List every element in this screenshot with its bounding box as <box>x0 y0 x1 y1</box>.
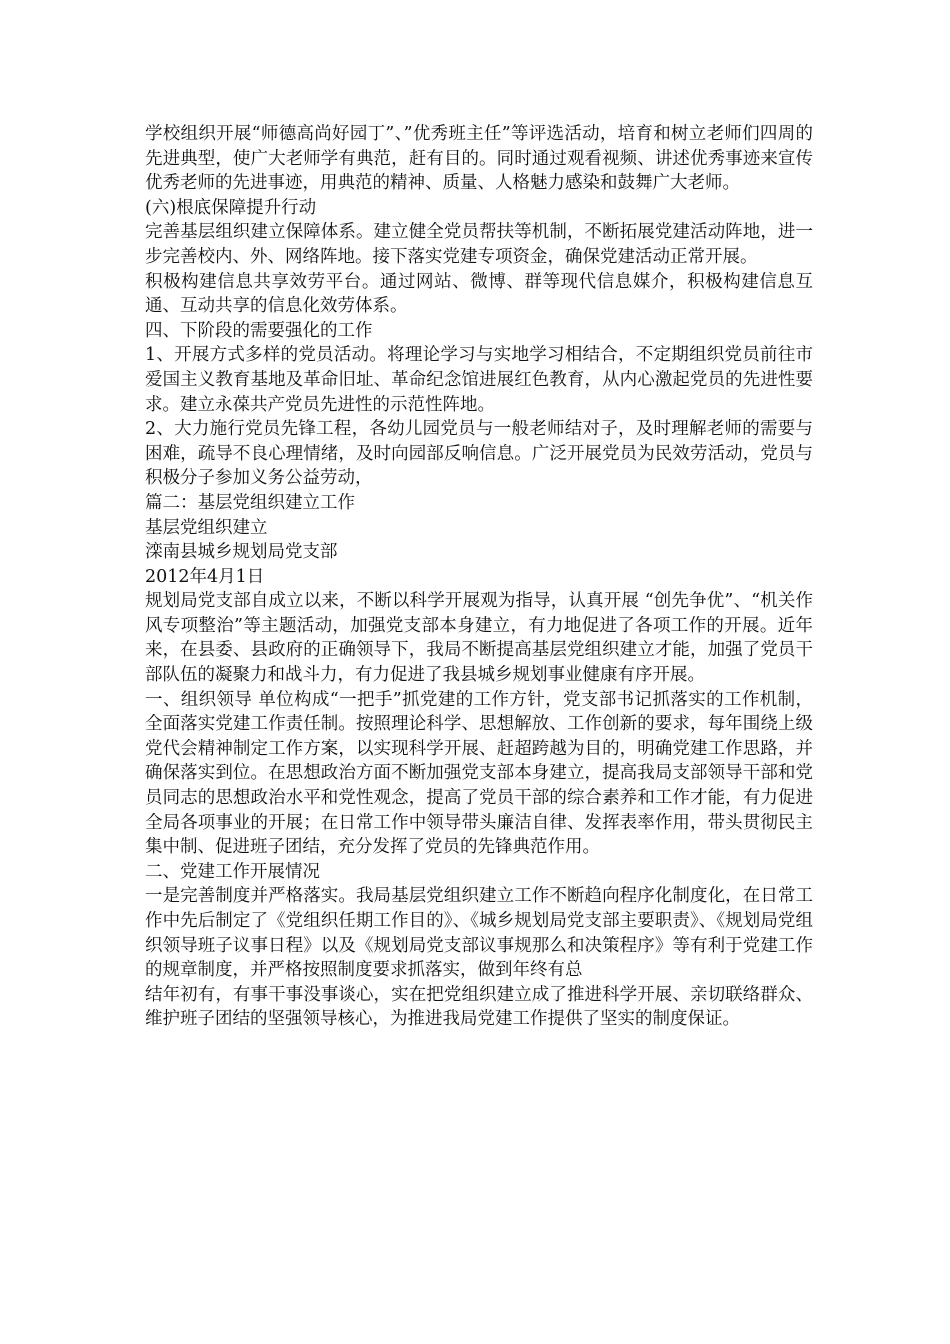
document-page <box>145 122 813 1032</box>
paragraph-teacher-model: 学校组织开展“师德高尚好园丁”、”优秀班主任”等评选活动，培育和树立老师们四周的先进典型，使广大老师学有典范，赶有目的。同时通过观看视频、讲述优秀事迹来宣传优秀老师的先进事迹，用典范的精神、质量、人格魅力感染和鼓舞广大老师。 <box>145 124 813 194</box>
paragraph-info-platform: 积极构建信息共享效劳平台。通过网站、微博、群等现代信息媒介，积极构建信息互通、互动共享的信息化效劳体系。 <box>145 271 813 317</box>
paragraph-guarantee-system: 完善基层组织建立保障体系。建立健全党员帮扶等机制，不断拓展党建活动阵地，进一步完善校内、外、网络阵地。接下落实党建专项资金，确保党建活动正常开展。 <box>145 222 813 267</box>
heading-next-stage: 四、下阶段的需要强化的工作 <box>145 320 373 341</box>
heading-organization: 滦南县城乡规划局党支部 <box>145 542 338 563</box>
heading-basic-guarantee: (六)根底保障提升行动 <box>145 197 317 218</box>
paragraph-system-improvement: 一是完善制度并严格落实。我局基层党组织建立工作不断趋向程序化制度化，在日常工作中先后制定了《党组织任期工作目的》、《城乡规划局党支部主要职责》、《规划局党组织领导班子议事日程》以及《规划局党支部议事规那么和决策程序》等有利于党建工作的规章制度，并严格按照制度要求抓落实，做到年终有总 <box>145 886 813 981</box>
heading-article-two: 篇二：基层党组织建立工作 <box>145 492 355 513</box>
heading-grassroots: 基层党组织建立 <box>145 517 268 538</box>
paragraph-summary: 结年初有，有事干事没事谈心，实在把党组织建立成了推进科学开展、亲切联络群众、维护班子团结的坚强领导核心，为推进我局党建工作提供了坚实的制度保证。 <box>145 984 813 1030</box>
paragraph-party-activities: 1、开展方式多样的党员活动。将理论学习与实地学习相结合，不定期组织党员前往市爱国主义教育基地及革命旧址、革命纪念馆进展红色教育，从内心激起党员的先进性要求。建立永葆共产党员先进性的示范性阵地。 <box>145 345 813 415</box>
paragraph-vanguard-project: 2、大力施行党员先锋工程，各幼儿园党员与一般老师结对子，及时理解老师的需要与困难，疏导不良心理情绪，及时向园部反响信息。广泛开展党员为民效劳活动，党员与积极分子参加义务公益劳动， <box>145 419 813 489</box>
paragraph-intro: 规划局党支部自成立以来，不断以科学开展观为指导，认真开展 “创先争优”、“机关作风专项整治”等主题活动，加强党支部本身建立，有力地促进了各项工作的开展。近年来，在县委、县政府的正确领导下，我局不断提高基层党组织建立才能，加强了党员干部队伍的凝聚力和战斗力，有力促进了我县城乡规划事业健康有序开展。 <box>145 591 813 686</box>
document-date: 2012年4月1日 <box>145 566 265 587</box>
paragraph-leadership: 一、组织领导 单位构成“一把手”抓党建的工作方针，党支部书记抓落实的工作机制，全面落实党建工作责任制。按照理论科学、思想解放、工作创新的要求，每年围绕上级党代会精神制定工作方案，以实现科学开展、赶超跨越为目的，明确党建工作思路，并确保落实到位。在思想政治方面不断加强党支部本身建立，提高我局支部领导干部和党员同志的思想政治水平和党性观念，提高了党员干部的综合素养和工作才能，有力促进全局各项事业的开展；在日常工作中领导带头廉洁自律、发挥表率作用，带头贯彻民主集中制、促进班子团结，充分发挥了党员的先锋典范作用。 <box>145 689 813 858</box>
heading-work-status: 二、党建工作开展情况 <box>145 861 320 882</box>
